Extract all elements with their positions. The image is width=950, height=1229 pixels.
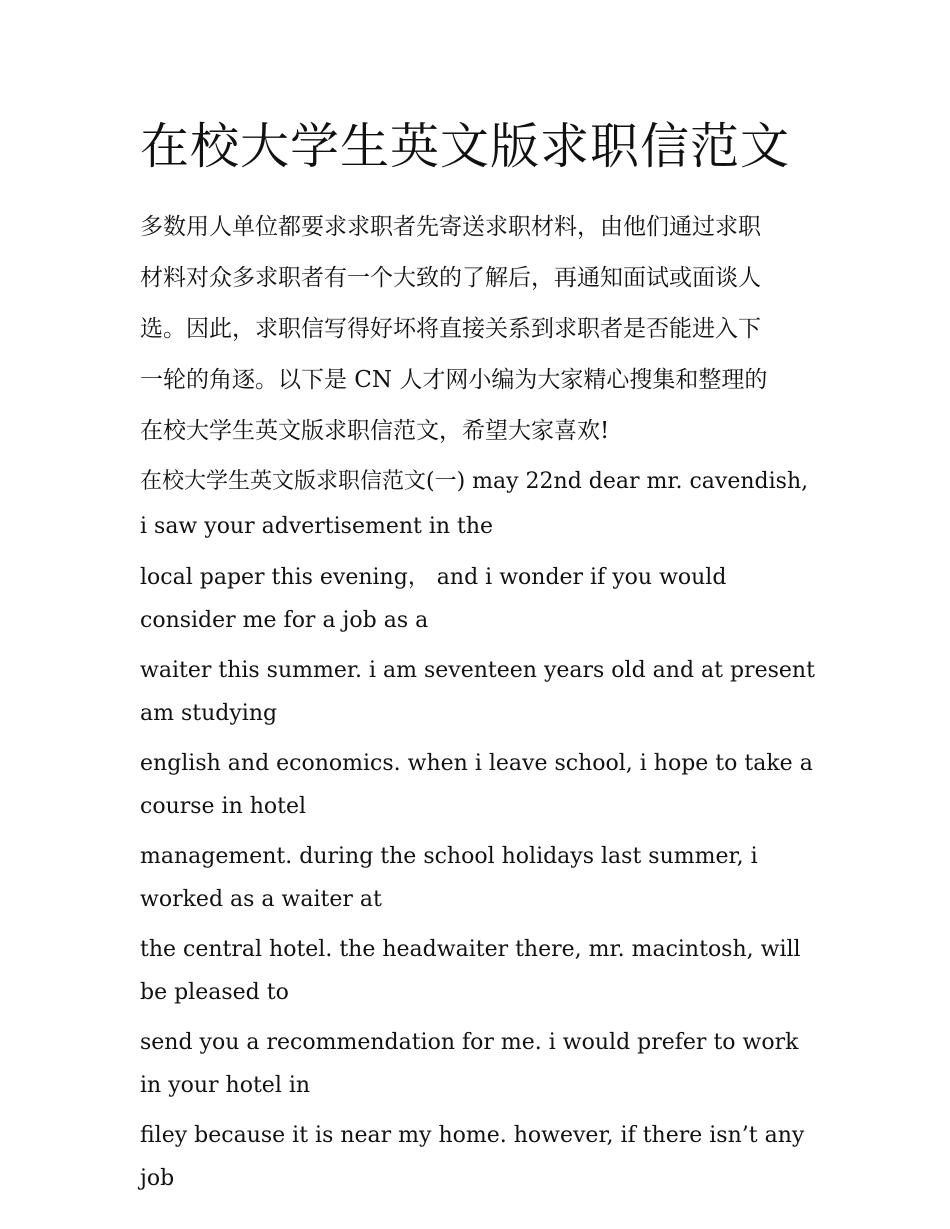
letter-paragraph: local paper this evening， and i wonder if you would consider me for a job as a bbox=[140, 565, 727, 633]
intro-line: 材料对众多求职者有一个大致的了解后，再通知面试或面谈人 bbox=[140, 265, 761, 291]
letter-body bbox=[140, 459, 815, 1200]
letter-last-line: filey because it is near my home. however, if there isn’t any job bbox=[140, 1123, 805, 1191]
intro-paragraph bbox=[140, 202, 815, 457]
letter-paragraph: management. during the school holidays last summer, i worked as a waiter at bbox=[140, 844, 758, 912]
document-page bbox=[140, 112, 815, 1200]
intro-line: 选。因此，求职信写得好坏将直接关系到求职者是否能进入下 bbox=[140, 316, 761, 342]
letter-paragraph: 在校大学生英文版求职信范文(一) may 22nd dear mr. cavendish, i saw your advertisement in the bbox=[140, 469, 809, 539]
intro-line: 一轮的角逐。以下是 CN 人才网小编为大家精心搜集和整理的 bbox=[140, 367, 768, 393]
letter-paragraph: the central hotel. the headwaiter there, mr. macintosh, will be pleased to bbox=[140, 937, 801, 1005]
document-title: 在校大学生英文版求职信范文 bbox=[140, 118, 791, 175]
letter-paragraph: english and economics. when i leave school, i hope to take a course in hotel bbox=[140, 751, 813, 819]
intro-line: 多数用人单位都要求求职者先寄送求职材料，由他们通过求职 bbox=[140, 214, 761, 240]
letter-paragraph: send you a recommendation for me. i would prefer to work in your hotel in bbox=[140, 1030, 799, 1098]
letter-paragraph: waiter this summer. i am seventeen years old and at present am studying bbox=[140, 658, 815, 726]
intro-line: 在校大学生英文版求职信范文，希望大家喜欢! bbox=[140, 418, 610, 444]
